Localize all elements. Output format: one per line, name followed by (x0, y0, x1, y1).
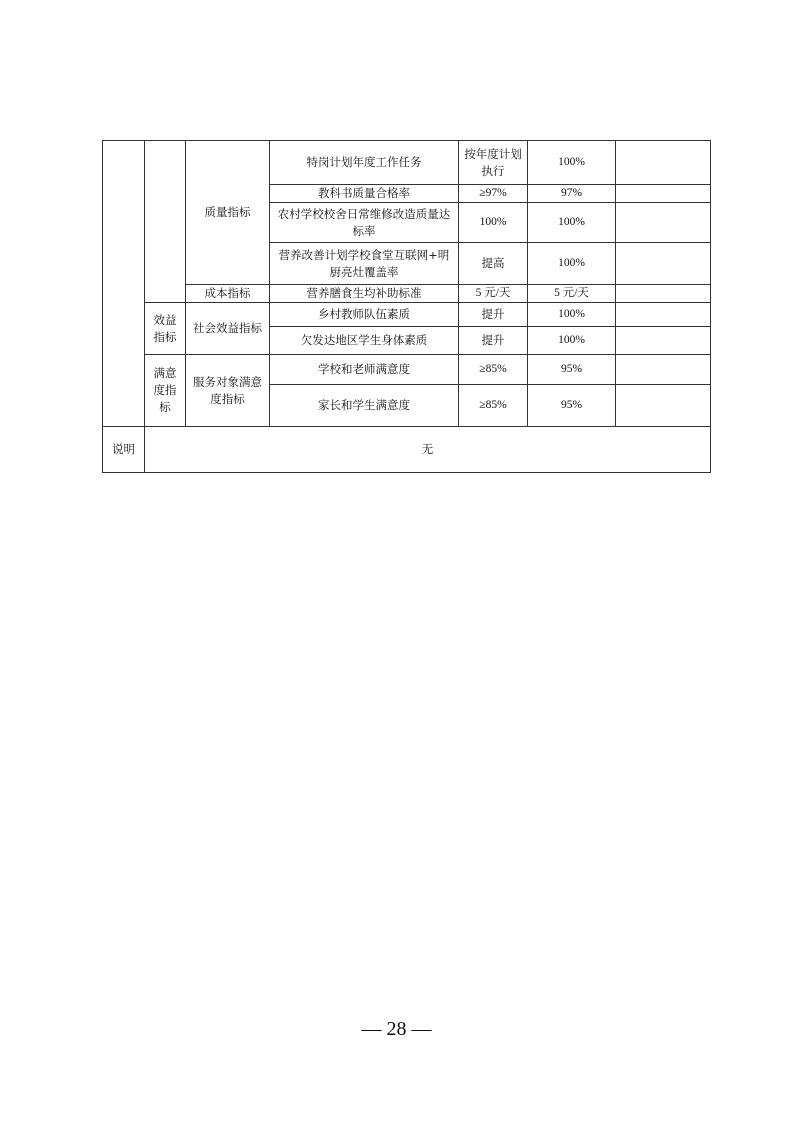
table-row (103, 285, 711, 303)
table-row (103, 355, 711, 385)
target-cell: 提升 (459, 303, 528, 327)
indicator-cell: 乡村教师队伍素质 (270, 303, 459, 327)
indicator-cell: 学校和老师满意度 (270, 355, 459, 385)
category-satisfaction: 满意度指标 (145, 355, 186, 427)
note-cell (616, 303, 711, 327)
target-cell: 5 元/天 (459, 285, 528, 303)
note-cell (616, 285, 711, 303)
target-cell: ≥97% (459, 185, 528, 203)
target-cell: 按年度计划执行 (459, 141, 528, 185)
table-row (103, 303, 711, 327)
actual-cell: 100% (528, 243, 616, 285)
level1-blank-cell (103, 141, 145, 427)
category-social-benefit: 社会效益指标 (186, 303, 270, 355)
indicator-cell: 营养改善计划学校食堂互联网+明厨亮灶覆盖率 (270, 243, 459, 285)
remarks-value: 无 (145, 427, 711, 473)
category-service-satisfaction: 服务对象满意度指标 (186, 355, 270, 427)
target-cell: 提升 (459, 327, 528, 355)
remarks-label: 说明 (103, 427, 145, 473)
target-cell: 提高 (459, 243, 528, 285)
note-cell (616, 243, 711, 285)
category-benefit: 效益指标 (145, 303, 186, 355)
target-cell: ≥85% (459, 355, 528, 385)
indicator-cell: 教科书质量合格率 (270, 185, 459, 203)
note-cell (616, 355, 711, 385)
indicator-cell: 家长和学生满意度 (270, 385, 459, 427)
note-cell (616, 141, 711, 185)
performance-indicator-table (102, 140, 711, 473)
actual-cell: 100% (528, 203, 616, 243)
indicator-cell: 营养膳食生均补助标准 (270, 285, 459, 303)
page-number: — 28 — (361, 1018, 432, 1040)
indicator-cell: 特岗计划年度工作任务 (270, 141, 459, 185)
table-row (103, 141, 711, 185)
actual-cell: 95% (528, 355, 616, 385)
category-cost: 成本指标 (186, 285, 270, 303)
target-cell: ≥85% (459, 385, 528, 427)
indicator-cell: 欠发达地区学生身体素质 (270, 327, 459, 355)
actual-cell: 95% (528, 385, 616, 427)
note-cell (616, 385, 711, 427)
target-cell: 100% (459, 203, 528, 243)
note-cell (616, 327, 711, 355)
level2-blank-cell (145, 141, 186, 303)
actual-cell: 100% (528, 303, 616, 327)
actual-cell: 97% (528, 185, 616, 203)
actual-cell: 100% (528, 141, 616, 185)
actual-cell: 100% (528, 327, 616, 355)
actual-cell: 5 元/天 (528, 285, 616, 303)
indicator-cell: 农村学校校舍日常维修改造质量达标率 (270, 203, 459, 243)
note-cell (616, 203, 711, 243)
category-quality: 质量指标 (186, 141, 270, 285)
note-cell (616, 185, 711, 203)
remarks-row (103, 427, 711, 473)
